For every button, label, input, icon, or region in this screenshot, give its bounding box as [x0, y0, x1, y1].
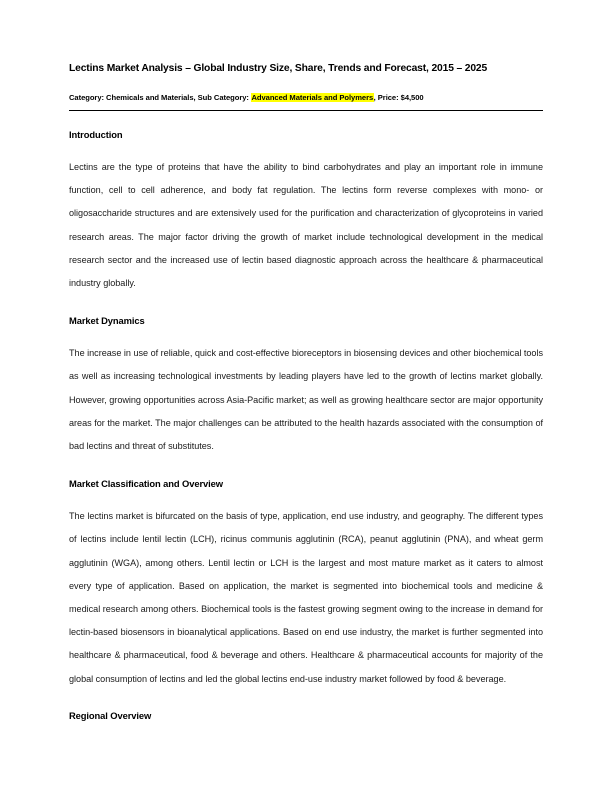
page-title: Lectins Market Analysis – Global Industry Size, Share, Trends and Forecast, 2015 – 2025	[69, 63, 488, 74]
section-heading-regional-overview: Regional Overview	[69, 709, 152, 721]
subcategory-highlight: Advanced Materials and Polymers	[251, 93, 374, 102]
section-paragraph-market-classification-and-overview: The lectins market is bifurcated on the basis of type, application, end use industry, and geography. The different types of lectins include lentil lectin (LCH), ricinus communis agglutinin (RCA), peanut agglutinin (PNA), and wheat germ agglutinin (WGA), among others. Lentil lectin or LCH is the largest and most mature market as it caters to almost every type of application. Based on application, the market is segmented into biochemical tools and medicine & medical research among others. Biochemical tools is the fastest growing segment owing to the increase in demand for lectin-based biosensors in bioanalytical applications. Based on end use industry, the market is further segmented into healthcare & pharmaceutical, food & beverage and others. Healthcare & pharmaceutical accounts for majority of the global consumption of lectins and led the global lectins end-use industry market followed by food & beverage.	[69, 511, 543, 684]
category-label: Category: Chemicals and Materials, Sub Category:	[69, 93, 251, 102]
price-label: , Price: $4,500	[373, 93, 424, 102]
section-heading-introduction: Introduction	[69, 129, 123, 140]
section-paragraph-introduction: Lectins are the type of proteins that have the ability to bind carbohydrates and play an important role in immune function, cell to cell adherence, and body fat regulation. The lectins form reverse complexes with mono- or oligosaccharide structures and are extensively used for the purification and characterization of glycoproteins in varied research areas. The major factor driving the growth of market include technological development in the medical research sector and the increased use of lectin based diagnostic approach across the healthcare & pharmaceutical industry globally.	[69, 162, 543, 289]
section-heading-market-classification-and-overview: Market Classification and Overview	[69, 478, 223, 490]
section-heading-market-dynamics: Market Dynamics	[69, 315, 145, 327]
document-meta-line	[69, 92, 543, 103]
section-paragraph-market-dynamics: The increase in use of reliable, quick and cost-effective bioreceptors in biosensing devices and other biochemical tools as well as increasing technological investments by leading players have led to the growth of lectins market globally. However, growing opportunities across Asia-Pacific market; as well as growing healthcare sector are major opportunity areas for the market. The major challenges can be attributed to the health hazards associated with the consumption of bad lectins and threat of substitutes.	[69, 348, 543, 452]
header-divider	[69, 110, 543, 111]
